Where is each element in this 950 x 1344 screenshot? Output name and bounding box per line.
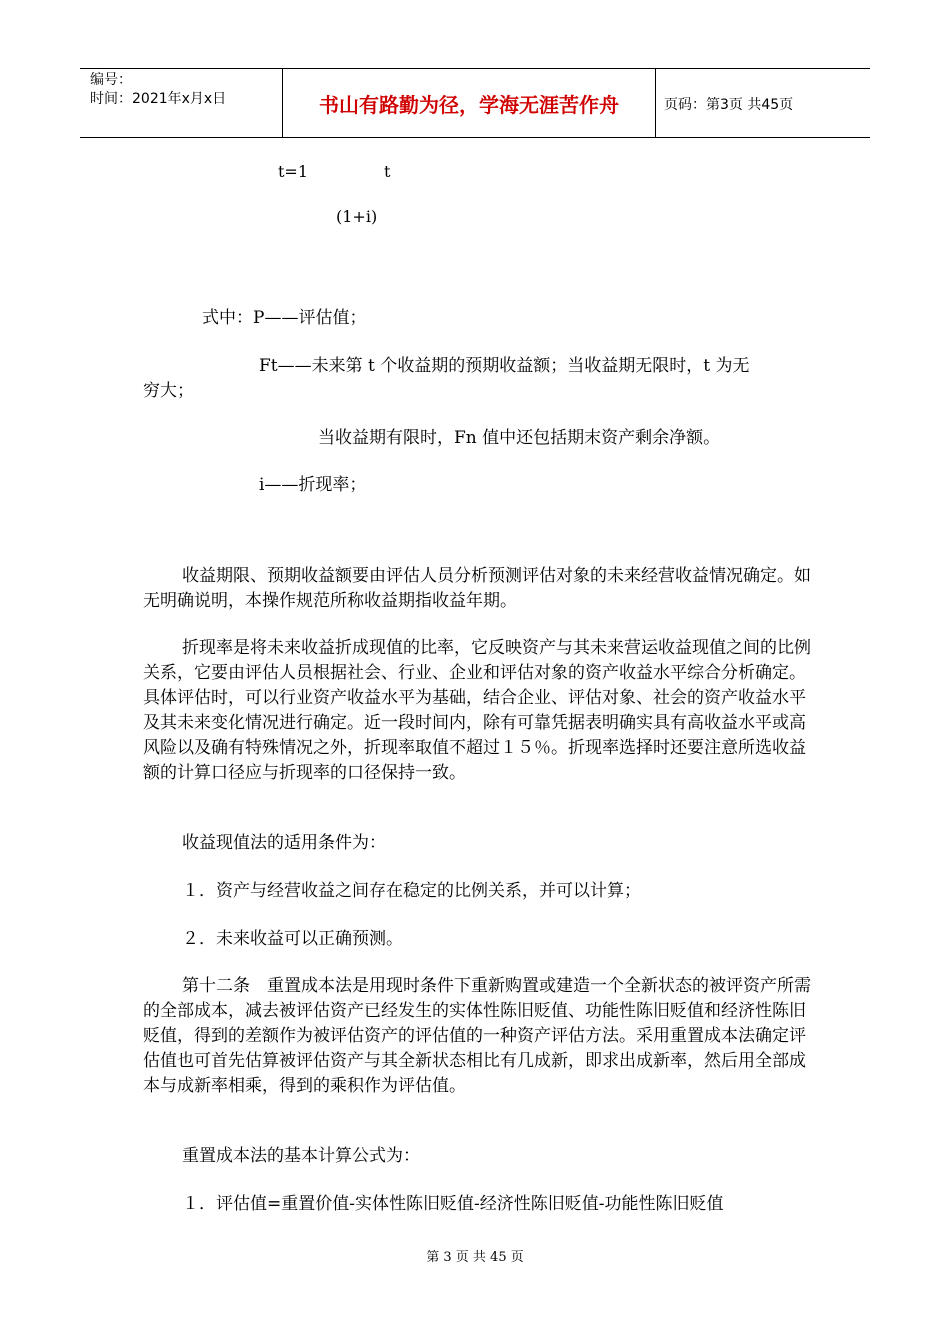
formula-denominator: (1+i) — [336, 207, 378, 226]
page-footer: 第 3 页 共 45 页 — [426, 1250, 524, 1265]
header-meta — [90, 71, 226, 109]
definition-i: i——折现率； — [259, 475, 367, 495]
definition-fn: 当收益期有限时，Fn 值中还包括期末资产剩余净额。 — [318, 428, 721, 448]
list-item: １．评估值=重置价值-实体性陈旧贬值-经济性陈旧贬值-功能性陈旧贬值 — [182, 1194, 724, 1214]
list-item: １．资产与经营收益之间存在稳定的比例关系，并可以计算； — [182, 881, 641, 901]
formula-exponent: t — [384, 162, 391, 181]
definition-ft: Ft——未来第 t 个收益期的预期收益额；当收益期无限时，t 为无 — [259, 356, 750, 376]
list-item: ２．未来收益可以正确预测。 — [182, 929, 403, 949]
formula-sum-index: t=1 — [278, 162, 309, 181]
page-header — [80, 68, 870, 138]
definition-p: 式中：P——评估值； — [202, 308, 367, 328]
header-motto: 书山有路勤为径，学海无涯苦作舟 — [282, 69, 656, 137]
paragraph-article-12: 第十二条 重置成本法是用现时条件下重新购置或建造一个全新状态的被评资产所需的全部成本，减去被评估资产已经发生的实体性陈旧贬值、功能性陈旧贬值和经济性陈旧贬值，得到的差额作为被评估资产的评估值的一种资产评估方法。采用重置成本法确定评估值也可首先估算被评估资产与其全新状态相比有几成新，即求出成新率，然后用全部成本与成新率相乘，得到的乘积作为评估值。 — [143, 976, 811, 1096]
date-label: 时间：2021年x月x日 — [90, 91, 227, 107]
paragraph-conditions-title: 收益现值法的适用条件为： — [182, 833, 386, 853]
paragraph-discount-rate: 折现率是将未来收益折成现值的比率，它反映资产与其未来营运收益现值之间的比例关系，它要由评估人员根据社会、行业、企业和评估对象的资产收益水平综合分析确定。具体评估时，可以行业资产收益水平为基础，结合企业、评估对象、社会的资产收益水平及其未来变化情况进行确定。近一段时间内，除有可靠凭据表明确实具有高收益水平或高风险以及确有特殊情况之外，折现率取值不超过１５％。折现率选择时还要注意所选收益额的计算口径应与折现率的口径保持一致。 — [143, 638, 811, 783]
number-label: 编号： — [90, 72, 132, 88]
paragraph-income-period: 收益期限、预期收益额要由评估人员分析预测评估对象的未来经营收益情况确定。如无明确说明，本操作规范所称收益期指收益年期。 — [143, 566, 811, 611]
definition-ft-cont: 穷大； — [143, 381, 194, 401]
paragraph-formula-title: 重置成本法的基本计算公式为： — [182, 1146, 420, 1166]
header-page-info: 页码：第3页 共45页 — [664, 97, 794, 113]
